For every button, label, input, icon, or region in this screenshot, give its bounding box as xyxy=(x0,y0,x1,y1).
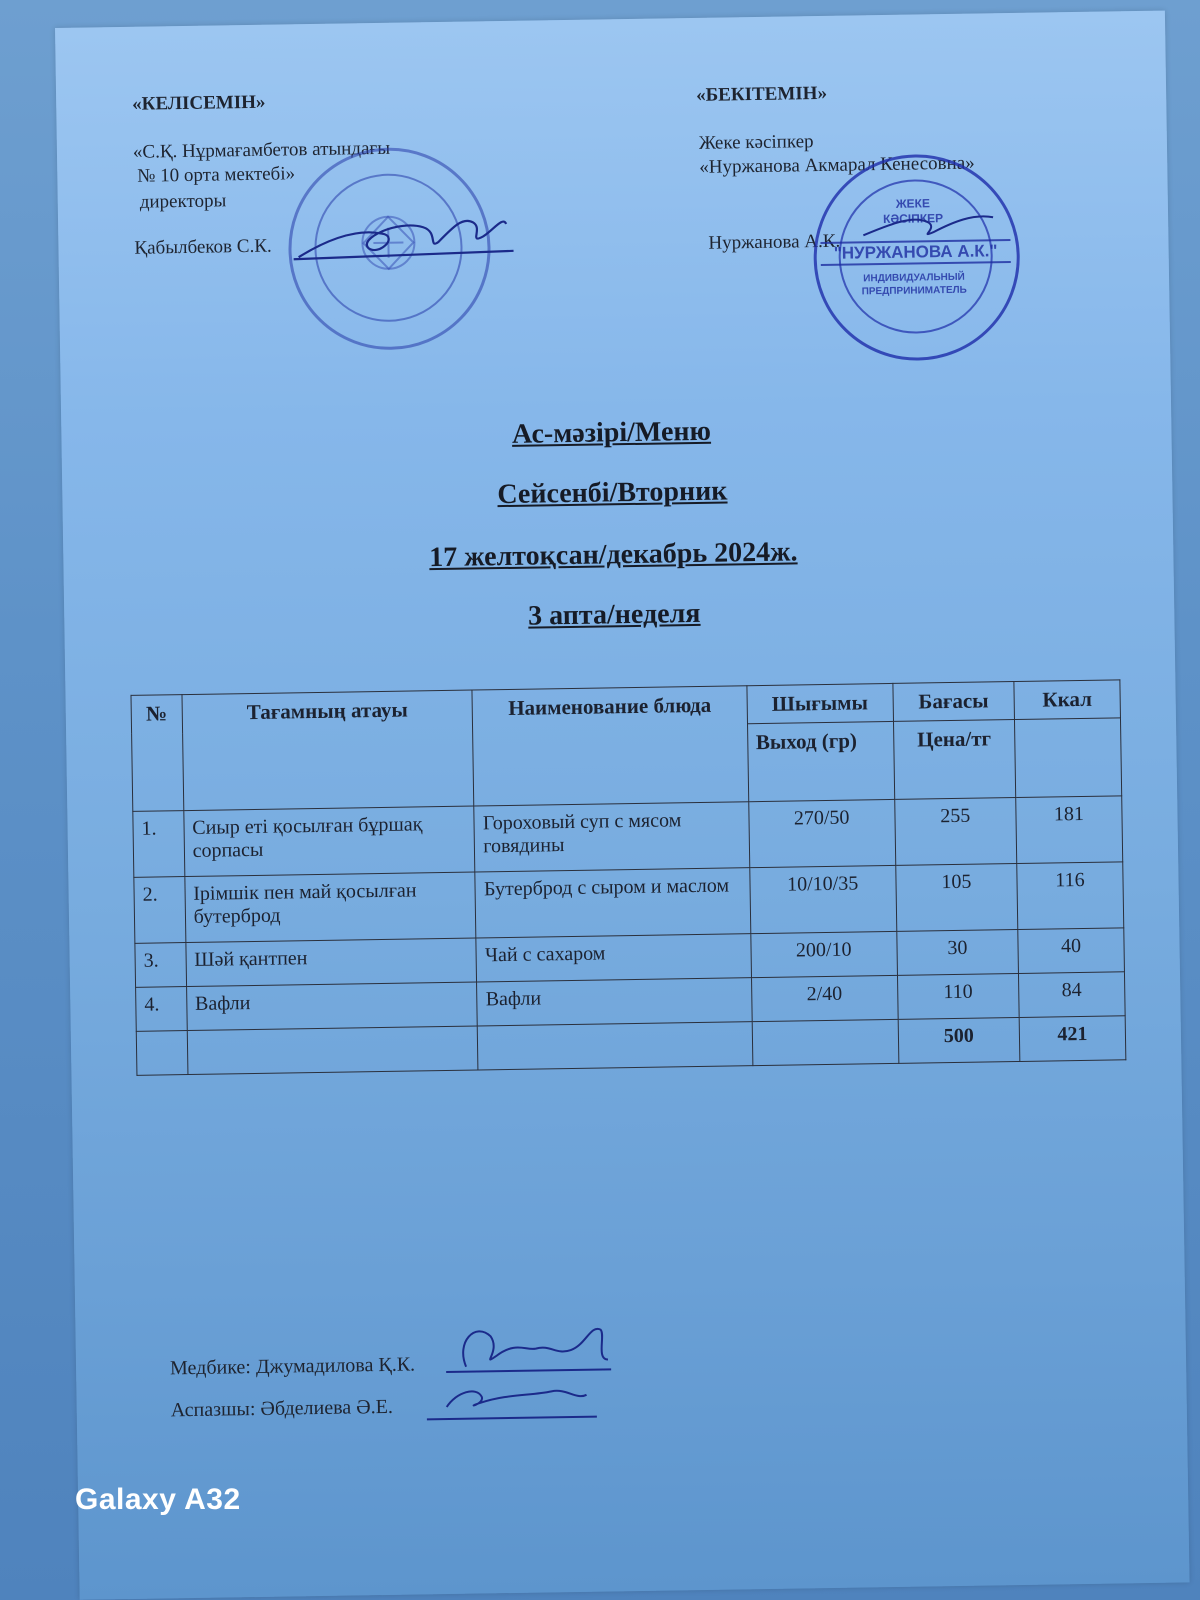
row-price: 255 xyxy=(894,798,1016,866)
menu-title: Ас-мәзірі/Меню xyxy=(511,415,712,450)
approval-left-line3: директоры xyxy=(139,190,227,213)
day-title: Сейсенбі/Вторник xyxy=(497,475,728,511)
header-number: № xyxy=(131,695,184,812)
row-output: 10/10/35 xyxy=(749,865,896,933)
approval-right-signer: Нуржанова А.К. xyxy=(708,230,841,254)
row-price: 110 xyxy=(897,973,1019,1019)
total-price: 500 xyxy=(898,1017,1020,1063)
row-kcal: 84 xyxy=(1018,972,1125,1018)
row-name-ru: Бутерброд с сыром и маслом xyxy=(475,868,750,938)
approval-left-heading: «КЕЛІСЕМІН» xyxy=(132,91,266,115)
total-kcal: 421 xyxy=(1019,1016,1126,1062)
row-number: 4. xyxy=(136,987,187,1032)
seal-text-line4: ПРЕДПРИНИМАТЕЛЬ xyxy=(861,284,967,298)
header-price: Бағасы xyxy=(893,682,1015,722)
camera-watermark: Galaxy A32 xyxy=(75,1483,241,1516)
cook-signature-line: Аспазшы: Әбделиева Ә.Е. xyxy=(170,1395,394,1422)
menu-table xyxy=(130,679,1126,1076)
week-title: 3 апта/неделя xyxy=(527,597,701,632)
row-number: 2. xyxy=(134,877,186,944)
row-name-ru: Вафли xyxy=(477,978,752,1026)
seal-text-line2: КӘСІПКЕР xyxy=(882,211,944,227)
entrepreneur-signature xyxy=(858,193,999,245)
approval-right-line1: Жеке кәсіпкер xyxy=(698,131,814,154)
seal-text-line1: ЖЕКЕ xyxy=(895,196,931,211)
approval-left-signer: Қабылбеков С.К. xyxy=(134,235,272,259)
row-price: 105 xyxy=(896,863,1018,931)
row-name-kz: Сиыр еті қосылған бұршақ сорпасы xyxy=(183,806,475,877)
row-name-kz: Вафли xyxy=(186,982,477,1031)
row-kcal: 40 xyxy=(1018,928,1125,974)
header-kcal-sub xyxy=(1014,718,1121,798)
header-output-sub: Выход (гр) xyxy=(747,721,894,801)
approval-left-line1: «С.Қ. Нұрмағамбетов атындағы xyxy=(132,137,391,163)
row-number: 1. xyxy=(133,811,185,878)
row-output: 270/50 xyxy=(748,799,895,867)
row-name-kz: Шәй қантпен xyxy=(186,938,477,987)
row-kcal: 116 xyxy=(1017,862,1124,930)
medic-signature-line: Медбике: Джумадилова Қ.К. xyxy=(169,1353,416,1380)
header-kcal: Ккал xyxy=(1014,680,1121,720)
seal-text-line3: ИНДИВИДУАЛЬНЫЙ xyxy=(863,271,965,285)
director-signature xyxy=(288,196,519,270)
row-number: 3. xyxy=(135,943,186,988)
header-output: Шығымы xyxy=(746,683,893,723)
row-name-ru: Чай с сахаром xyxy=(476,934,751,982)
approval-left-line2: № 10 орта мектебі» xyxy=(137,163,296,187)
row-kcal: 181 xyxy=(1016,796,1123,864)
cook-signature xyxy=(421,1365,602,1428)
menu-document xyxy=(55,11,1190,1600)
header-price-sub: Цена/тг xyxy=(893,720,1015,800)
row-price: 30 xyxy=(897,929,1019,975)
row-name-kz: Ірімшік пен май қосылған бутерброд xyxy=(185,872,477,943)
header-name-ru: Наименование блюда xyxy=(472,686,748,806)
row-output: 200/10 xyxy=(750,931,897,977)
approval-right-heading: «БЕКІТЕМІН» xyxy=(695,82,828,106)
date-title: 17 желтоқсан/декабрь 2024ж. xyxy=(428,536,798,574)
row-output: 2/40 xyxy=(751,975,898,1021)
row-name-ru: Гороховый суп с мясом говядины xyxy=(474,802,749,872)
seal-owner-name: "НУРЖАНОВА А.К." xyxy=(820,239,1010,266)
approval-right-line2: «Нуржанова Акмарал Кенесовна» xyxy=(699,152,975,178)
header-name-kz: Тағамның атауы xyxy=(182,690,475,811)
